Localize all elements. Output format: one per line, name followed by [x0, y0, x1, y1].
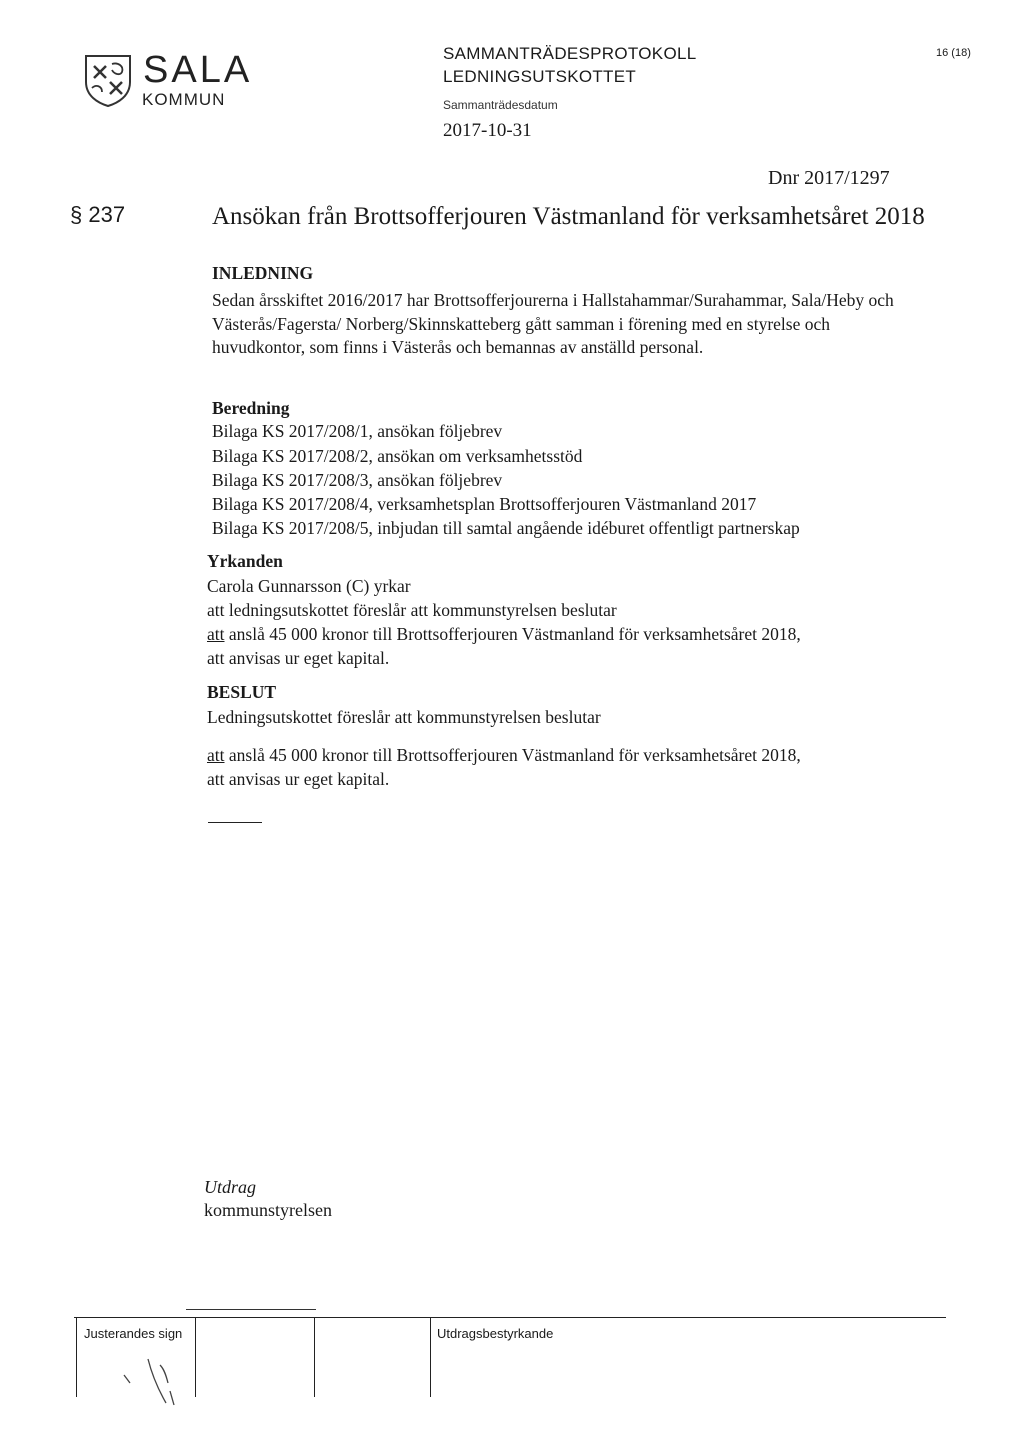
- decision-intro: Ledningsutskottet föreslår att kommunstyrelsen beslutar: [207, 707, 601, 727]
- signature-scribble-icon: [108, 1345, 198, 1415]
- municipality-crest-icon: [82, 52, 134, 108]
- inledning-body: Sedan årsskiftet 2016/2017 har Brottsofferjourerna i Hallstahammar/Surahammar, Sala/Heby och Västerås/Fagersta/ Norberg/Skinnskatteberg gått samman i förening med en styrelse och huvudkontor, som finns i Västerås och bemannas av anställd personal.: [212, 290, 894, 357]
- section-heading-inledning: INLEDNING: [212, 263, 314, 283]
- certifier-label: Utdragsbestyrkande: [437, 1326, 554, 1341]
- logo-name: SALA: [143, 49, 253, 91]
- meeting-date-label: Sammanträdesdatum: [443, 98, 558, 112]
- case-title: Ansökan från Brottsofferjouren Västmanland för verksamhetsåret 2018: [212, 203, 925, 230]
- motion-text: att ledningsutskottet föreslår att kommunstyrelsen beslutar: [207, 600, 617, 620]
- logo-subtitle: KOMMUN: [142, 90, 226, 109]
- extract-label: Utdrag: [204, 1177, 257, 1197]
- case-number: Dnr 2017/1297: [768, 167, 890, 189]
- signer-label: Justerandes sign: [84, 1326, 183, 1341]
- attachment-item: Bilaga KS 2017/208/2, ansökan om verksamhetsstöd: [212, 446, 583, 466]
- decision-text: att anvisas ur eget kapital.: [207, 769, 390, 789]
- motion-text-rest: anslå 45 000 kronor till Brottsofferjouren Västmanland för verksamhetsåret 2018,: [224, 624, 801, 644]
- motion-proposer: Carola Gunnarsson (C) yrkar: [207, 576, 411, 596]
- attachment-item: Bilaga KS 2017/208/3, ansökan följebrev: [212, 470, 503, 490]
- footer-rule: [74, 1317, 946, 1318]
- extract-recipient: kommunstyrelsen: [204, 1200, 332, 1220]
- document-type: SAMMANTRÄDESPROTOKOLL: [443, 44, 697, 63]
- footer-cell-border: [430, 1317, 431, 1397]
- footer-cell-border: [76, 1317, 77, 1397]
- section-heading-beslut: BESLUT: [207, 682, 277, 702]
- paragraph-number: § 237: [70, 202, 126, 227]
- motion-text: att anvisas ur eget kapital.: [207, 648, 390, 668]
- attachment-item: Bilaga KS 2017/208/1, ansökan följebrev: [212, 421, 503, 441]
- footer-cell-border: [314, 1317, 315, 1397]
- section-heading-beredning: Beredning: [212, 398, 290, 418]
- section-divider: [208, 822, 262, 823]
- att-keyword: att: [207, 745, 225, 765]
- att-keyword: att: [207, 624, 225, 644]
- decision-text-rest: anslå 45 000 kronor till Brottsofferjouren Västmanland för verksamhetsåret 2018,: [224, 745, 801, 765]
- committee-name: LEDNINGSUTSKOTTET: [443, 67, 637, 86]
- attachment-item: Bilaga KS 2017/208/4, verksamhetsplan Brottsofferjouren Västmanland 2017: [212, 494, 757, 514]
- motion-text: [207, 623, 801, 647]
- meeting-date: 2017-10-31: [443, 120, 532, 141]
- footer-top-rule: [186, 1309, 316, 1310]
- page-number: 16 (18): [936, 47, 971, 59]
- section-heading-yrkanden: Yrkanden: [207, 551, 283, 571]
- attachment-item: Bilaga KS 2017/208/5, inbjudan till samtal angående idéburet offentligt partnerskap: [212, 518, 800, 538]
- decision-text: [207, 744, 801, 768]
